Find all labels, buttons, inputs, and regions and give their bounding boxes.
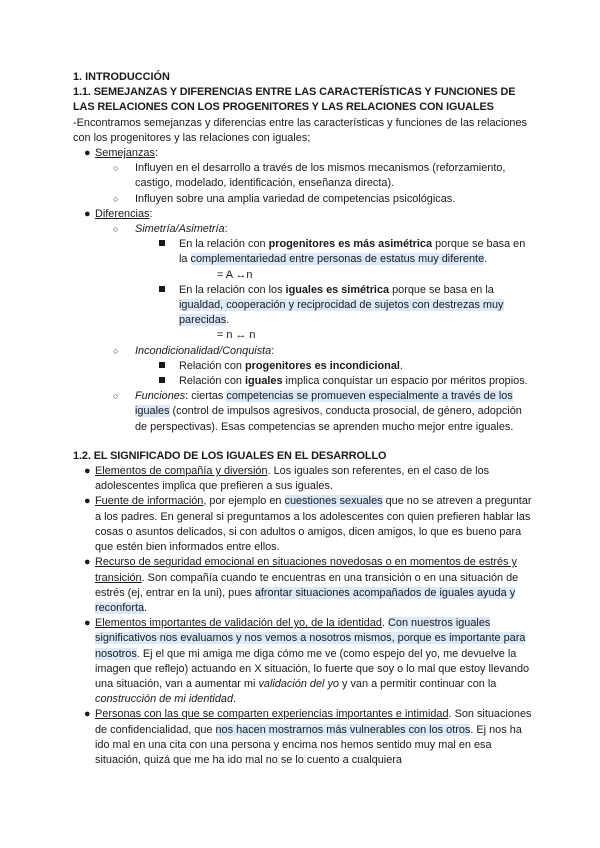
- list-item-incondicionalidad: ○ Incondicionalidad/Conquista:: [113, 344, 533, 359]
- list-item-semejanzas: ● Semejanzas:: [73, 146, 533, 161]
- bullet-icon: ●: [84, 556, 91, 569]
- bullet-icon: ●: [84, 465, 91, 478]
- list-item-progenitores: En la relación con progenitores es más asimétrica porque se basa en la complementariedad entre personas de estatus muy diferente.: [159, 237, 533, 267]
- bullet-icon: ●: [84, 207, 91, 220]
- list-item-funciones: ○ Funciones: ciertas competencias se promueven especialmente a través de los iguales (control de impulsos agresivos, conducta prosocial, de género, adopción de perspectivas). Esas competencias se aprenden mucho mejor entre iguales.: [113, 390, 522, 433]
- hollow-bullet-icon: ○: [113, 193, 119, 204]
- formula-symmetric: = n ↔ n: [217, 329, 256, 342]
- bullet-icon: ●: [84, 617, 91, 630]
- bullet-icon: ●: [84, 708, 91, 721]
- list-item-iguales: En la relación con los iguales es simétrica porque se basa en la igualdad, cooperación y reciprocidad de sujetos con destrezas muy parecidas.: [159, 283, 533, 329]
- square-bullet-icon: [159, 377, 165, 383]
- list-item: ● Fuente de información, por ejemplo en cuestiones sexuales que no se atreven a preguntar a los padres. En general si preguntamos a los adolescentes con quien prefieren hablar las cosas o asuntos delicados, si con adultos o amigos, dicen amigos, lo que es bueno para que estén bien informados entre ellos.: [84, 495, 532, 554]
- bullet-icon: ●: [84, 495, 91, 508]
- list-item-simetria: ○ Simetría/Asimetría:: [113, 222, 533, 237]
- hollow-bullet-icon: ○: [113, 391, 119, 402]
- document-page: [73, 70, 533, 768]
- bullet-icon: ●: [84, 147, 91, 160]
- square-bullet-icon: [159, 240, 165, 246]
- list-item: ○ Influyen sobre una amplia variedad de competencias psicológicas.: [113, 192, 533, 207]
- square-bullet-icon: [159, 286, 165, 292]
- section-heading-1-1: 1.1. SEMEJANZAS Y DIFERENCIAS ENTRE LAS CARACTERÍSTICAS Y FUNCIONES DE LAS RELACIONES CON LOS PROGENITORES Y LAS RELACIONES CON IGUALES: [73, 86, 516, 114]
- list-item: Relación con iguales implica conquistar un espacio por méritos propios.: [159, 374, 533, 389]
- section-heading-1-2: 1.2. EL SIGNIFICADO DE LOS IGUALES EN EL DESARROLLO: [73, 449, 387, 462]
- hollow-bullet-icon: ○: [113, 163, 119, 174]
- hollow-bullet-icon: ○: [113, 345, 119, 356]
- list-item: ○ Influyen en el desarrollo a través de los mismos mecanismos (reforzamiento, castigo, modelado, identificación, enseñanza directa).: [113, 162, 506, 190]
- diferencias-label: Diferencias: [95, 207, 150, 220]
- list-item: ● Personas con las que se comparten experiencias importantes e intimidad. Son situaciones de confidencialidad, que nos hacen mostrarnos más vulnerables con los otros. Ej nos ha ido mal en una cita con una persona y encima nos hemos sentido muy mal en esa situación, quizá que me ha ido mal no se lo cuento a cualquiera: [84, 708, 532, 766]
- formula-asymmetric: = A ↔n: [217, 268, 253, 281]
- list-item: ● Elementos de compañía y diversión. Los iguales son referentes, en el caso de los adolescentes implica que prefieren a sus iguales.: [84, 465, 490, 493]
- list-item: Relación con progenitores es incondicional.: [159, 359, 533, 374]
- intro-paragraph: -Encontramos semejanzas y diferencias entre las características y funciones de las relaciones con los progenitores y las relaciones con iguales;: [73, 116, 527, 144]
- section-heading-1: 1. INTRODUCCIÓN: [73, 71, 170, 83]
- list-item: ● Recurso de seguridad emocional en situaciones novedosas o en momentos de estrés y transición. Son compañía cuando te encuentras en una transición o en una situación de estrés (ej, entrar en la uni), pues afrontar situaciones acompañados de iguales ayuda y reconforta.: [84, 556, 519, 614]
- hollow-bullet-icon: ○: [113, 224, 119, 235]
- square-bullet-icon: [159, 362, 165, 368]
- list-item: ● Elementos importantes de validación del yo, de la identidad. Con nuestros iguales significativos nos evaluamos y nos vemos a nosotros mismos, porque es importante para nosotros. Ej el que mi amiga me diga cómo me ve (como espejo del yo, me devuelve la imagen que reflejo) actuando en X situación, lo fuerte que soy o lo mal que estoy llevando una situación, van a aumentar mi validación del yo y van a permitir continuar con la construcción de mi identidad.: [84, 617, 530, 706]
- list-item-diferencias: ● Diferencias:: [73, 207, 533, 222]
- semejanzas-label: Semejanzas: [95, 147, 155, 160]
